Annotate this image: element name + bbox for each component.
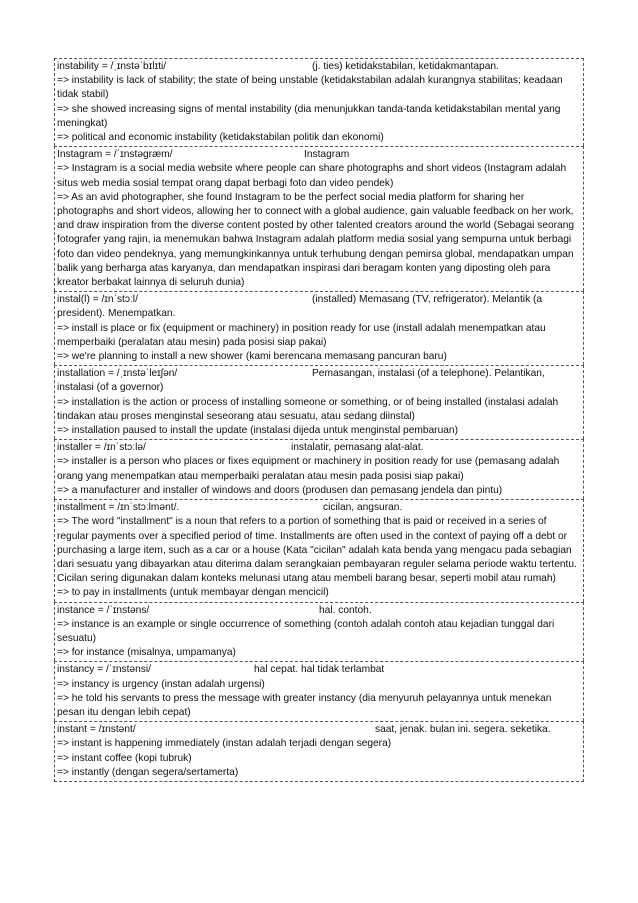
entry-head xyxy=(57,663,581,677)
dictionary-entry xyxy=(54,499,584,601)
entry-translation: (installed) Memasang (TV, refrigerator). Melantik (a president). Menempatkan. xyxy=(57,294,543,320)
entry-line: => installation paused to install the update (instalasi dijeda untuk menginstal pembaruan) xyxy=(57,425,458,437)
entry-line: => for instance (misalnya, umpamanya) xyxy=(57,647,236,659)
entry-line: => instance is an example or single occurrence of something (contoh adalah contoh atau kejadian tunggal dari sesuatu) xyxy=(57,618,555,644)
dictionary-entry xyxy=(54,602,584,662)
dictionary-entry xyxy=(54,439,584,499)
entry-term: installer = /ɪnˈstɔːlə/ xyxy=(57,442,146,454)
dictionary-entry xyxy=(54,291,584,365)
dictionary-entry xyxy=(54,146,584,291)
entry-term: instability = /ˌɪnstəˈbɪlɪti/ xyxy=(57,61,167,72)
entry-term: installment = /ɪnˈstɔːlmənt/. xyxy=(57,502,180,514)
entry-line: => instant is happening immediately (instan adalah terjadi dengan segera) xyxy=(57,738,392,750)
entry-line: => we're planning to install a new shower (kami berencana memasang pancuran baru) xyxy=(57,351,447,363)
entry-line: => she showed increasing signs of mental instability (dia menunjukkan tanda-tanda ketidakstabilan mental yang meningkat) xyxy=(57,103,561,129)
entry-line: => instant coffee (kopi tubruk) xyxy=(57,752,192,764)
entry-line: => instability is lack of stability; the state of being unstable (ketidakstabilan adalah kurangnya stabilitas; keadaan tidak stabil) xyxy=(57,75,563,101)
entry-term: instance = /ˈɪnstəns/ xyxy=(57,604,150,616)
entry-line: => political and economic instability (ketidakstabilan politik dan ekonomi) xyxy=(57,132,384,144)
entry-line: => to pay in installments (untuk membayar dengan mencicil) xyxy=(57,587,329,599)
entry-term: Instagram = /ˈɪnstəɡræm/ xyxy=(57,149,173,161)
entry-line: => instancy is urgency (instan adalah urgensi) xyxy=(57,678,265,690)
entry-line: => he told his servants to press the message with greater instancy (dia menyuruh pelayannya untuk menekan pesan itu dengan lebih cepat) xyxy=(57,692,552,718)
entry-line: => As an avid photographer, she found Instagram to be the perfect social media platform for sharing her photographs and short videos, allowing her to connect with a global audience, gain valuable feedback on her work, and draw inspiration from the diverse content posted by other talented creators around the world (Sebagai seorang fotografer yang rajin, ia menemukan bahwa Instagram adalah platform media sosial yang sempurna untuk berbagi foto dan video pendeknya, yang memungkinkannya untuk terhubung dengan pemirsa global, mendapatkan umpan balik yang berharga atas karyanya, dan mendapatkan inspirasi dari beragam konten yang diposting oleh para kreator berbakat lainnya di seluruh dunia) xyxy=(57,191,575,289)
entry-head xyxy=(57,148,581,162)
entry-head xyxy=(57,367,581,395)
entry-term: instancy = /ˈɪnstənsi/ xyxy=(57,664,151,676)
entry-head xyxy=(57,441,581,455)
entry-line: => install is place or fix (equipment or machinery) in position ready for use (install adalah menempatkan atau memperbaiki (peralatan atau mesin) pada posisi siap pakai) xyxy=(57,322,546,348)
entry-head xyxy=(57,293,581,321)
entry-line: => The word "installment" is a noun that refers to a portion of something that is paid or received in a series of regular payments over a specified period of time. Installments are often used in the context of paying off a debt or purchasing a large item, such as a car or a house (Kata "cicilan" adalah kata benda yang mengacu pada sebagian dari sesuatu yang dibayarkan atau diterima dalam serangkaian pembayaran reguler selama periode waktu tertentu. Cicilan sering digunakan dalam konteks melunasi utang atau membeli barang besar, seperti mobil atau rumah) xyxy=(57,516,577,585)
entry-head xyxy=(57,604,581,618)
entry-line: => installer is a person who places or fixes equipment or machinery in position ready for use (pemasang adalah orang yang menempatkan atau memperbaiki peralatan atau mesin pada posisi siap pakai) xyxy=(57,456,560,482)
entry-translation: Instagram xyxy=(304,149,350,161)
entry-translation: hal. contoh. xyxy=(319,604,372,616)
entry-line: => instantly (dengan segera/sertamerta) xyxy=(57,766,239,778)
entry-translation: Pemasangan, instalasi (of a telephone). Pelantikan, instalasi (of a governor) xyxy=(57,368,545,394)
dictionary-page xyxy=(54,58,584,782)
entry-term: instal(l) = /ɪnˈstɔːl/ xyxy=(57,294,138,306)
entry-head xyxy=(57,60,581,74)
dictionary-entry xyxy=(54,365,584,439)
entry-line: => installation is the action or process of installing someone or something, or of being installed (instalasi adalah tindakan atau proses menginstal seseorang atau sesuatu, atau sedang diinstal) xyxy=(57,396,559,422)
dictionary-entry xyxy=(54,721,584,782)
entry-translation: cicilan, angsuran. xyxy=(323,502,403,514)
entry-head xyxy=(57,723,581,737)
entry-translation: instalatir, pemasang alat-alat. xyxy=(291,442,424,454)
entry-translation: hal cepat. hal tidak terlambat xyxy=(254,664,385,676)
entry-head xyxy=(57,501,581,515)
entry-translation: saat, jenak. bulan ini. segera. seketika. xyxy=(375,724,551,736)
entry-translation: (j. ties) ketidakstabilan, ketidakmantapan. xyxy=(312,61,499,72)
dictionary-entry xyxy=(54,58,584,146)
entry-line: => Instagram is a social media website where people can share photographs and short videos (Instagram adalah situs web media sosial tempat orang dapat berbagi foto dan video pendek) xyxy=(57,163,567,189)
entry-term: installation = /ˌɪnstəˈleɪʃən/ xyxy=(57,368,178,380)
entry-line: => a manufacturer and installer of windows and doors (produsen dan pemasang jendela dan pintu) xyxy=(57,484,503,496)
dictionary-entry xyxy=(54,661,584,721)
entry-term: instant = /ɪnstənt/ xyxy=(57,724,136,736)
